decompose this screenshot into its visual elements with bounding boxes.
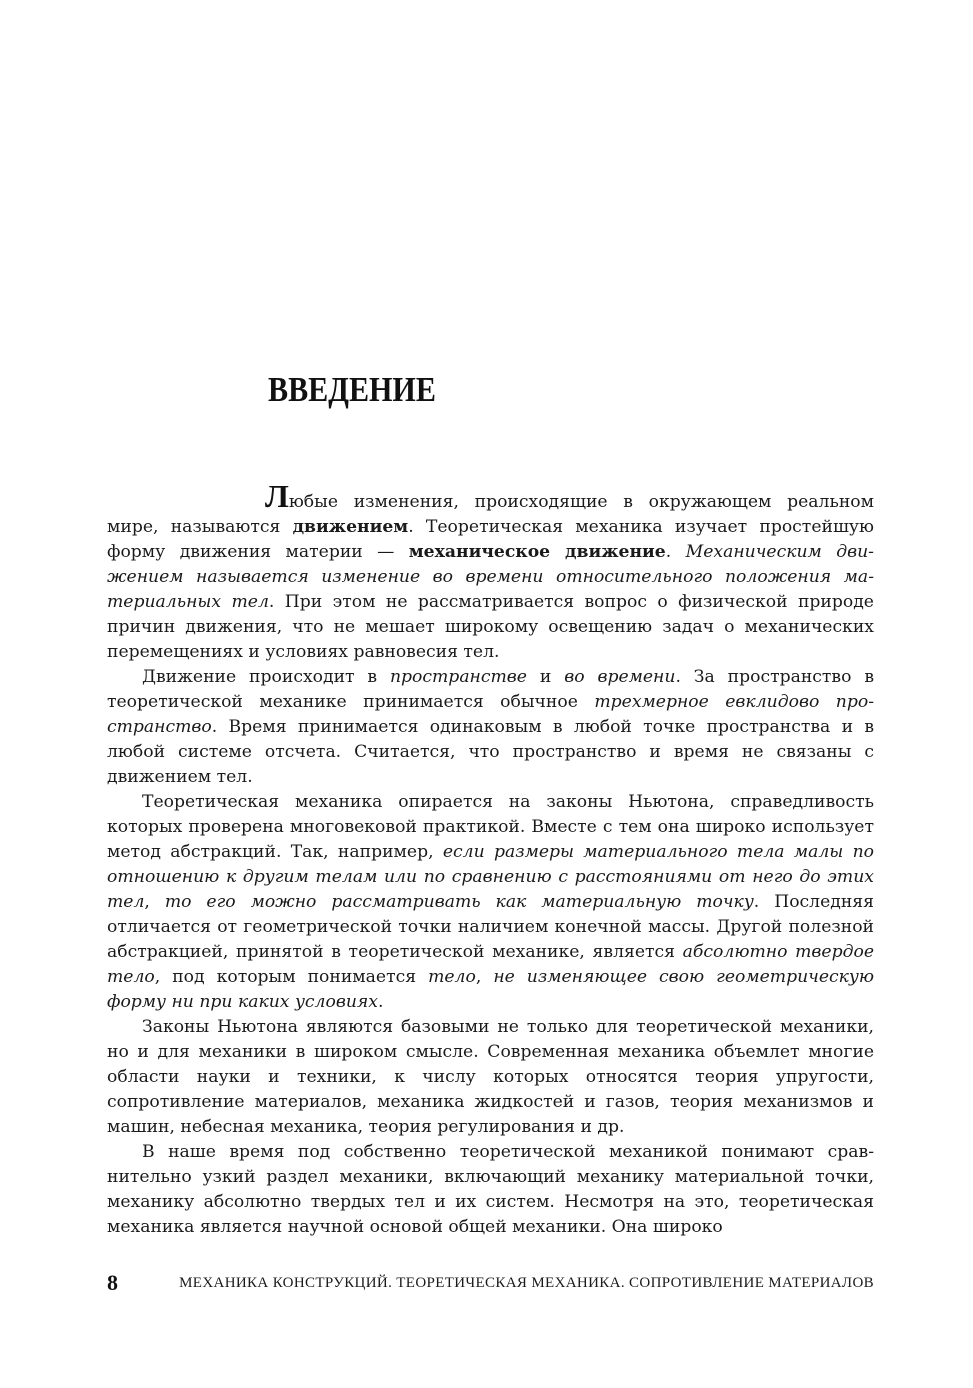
- text-run: В наше время под собственно теоретической механикой понимают сравнительно узкий раздел механики, включающий механику материальной точки, механику абсолютно твердых тел и их систем. Несмотря на это, теоретическая механика является научной основой общей механики. Она широко: [107, 1142, 874, 1237]
- body-text: [107, 478, 875, 1240]
- text-run: ,: [475, 967, 494, 987]
- italic-term: во времени: [564, 667, 676, 687]
- text-run: . Последняя отличается от геометрической точки наличием конечной массы. Другой полезной абстракцией, принятой в теоретической механике, является: [107, 892, 874, 962]
- text-run: , под которым понимается: [154, 967, 429, 987]
- text-run: . Время принимается одинаковым в любой точке пространства и в любой системе отсчета. Считается, что пространство и время не связаны с движением тел.: [107, 717, 874, 787]
- running-title: МЕХАНИКА КОНСТРУКЦИЙ. ТЕОРЕТИЧЕСКАЯ МЕХАНИКА. СОПРОТИВЛЕНИЕ МАТЕРИАЛОВ: [179, 1275, 874, 1291]
- chapter-title: ВВЕДЕНИЕ: [268, 370, 436, 409]
- text-run: . При этом не рассматривается вопрос о физической природе причин движения, что не мешает широкому освещению задач о механических перемещениях и условиях равновесия тел.: [107, 592, 874, 662]
- italic-definition: то его можно рассматривать как материальную точку: [164, 892, 754, 912]
- italic-definition: не изменяющее свою геометрическую форму ни при каких условиях: [107, 967, 874, 1012]
- italic-definition: Механическим движением называется изменение во времени относительного положения материальных тел: [107, 542, 874, 612]
- text-run: Законы Ньютона являются базовыми не только для теоретической механики, но и для механики в широком смысле. Современная механика объемлет многие области науки и техники, к числу которых относятся теория упругости, сопротивление материалов, механика жидкостей и газов, теория механизмов и машин, небесная механика, теория регулирования и др.: [107, 1017, 874, 1137]
- text-run: юбые изменения, происходящие в окружающем реальном мире, называются: [107, 492, 874, 537]
- paragraph: [107, 478, 875, 665]
- italic-term: тело: [428, 967, 476, 987]
- page-number: 8: [107, 1270, 118, 1295]
- text-run: ,: [144, 892, 165, 912]
- text-run: . Теоретическая механика изучает простейшую форму движения материи —: [107, 517, 875, 562]
- text-run: Движение происходит в: [142, 667, 390, 687]
- page-footer: [107, 1270, 874, 1294]
- italic-term: пространстве: [389, 667, 527, 687]
- italic-term: трехмерное евклидово пространство: [107, 692, 874, 737]
- text-run: и: [526, 667, 565, 687]
- italic-term: абсолютно твердое тело: [107, 942, 874, 987]
- paragraph: [107, 665, 874, 790]
- drop-cap: Л: [265, 478, 289, 514]
- lead-indent: [107, 506, 265, 507]
- text-run: .: [665, 542, 686, 562]
- paragraph: [107, 1015, 874, 1140]
- text-run: .: [377, 992, 384, 1012]
- paragraph: [107, 1140, 874, 1240]
- italic-definition: если размеры материального тела малы по отношению к другим телам или по сравнению с расстояниями от него до этих тел: [107, 842, 874, 912]
- paragraph: [107, 790, 874, 1015]
- bold-term: движением: [292, 517, 409, 537]
- text-run: Теоретическая механика опирается на законы Ньютона, справедливость которых проверена многовековой практикой. Вместе с тем она широко использует метод абстракций. Так, например,: [107, 792, 874, 862]
- text-run: . За пространство в теоретической механике принимается обычное: [107, 667, 874, 712]
- bold-term: механическое движение: [408, 542, 666, 562]
